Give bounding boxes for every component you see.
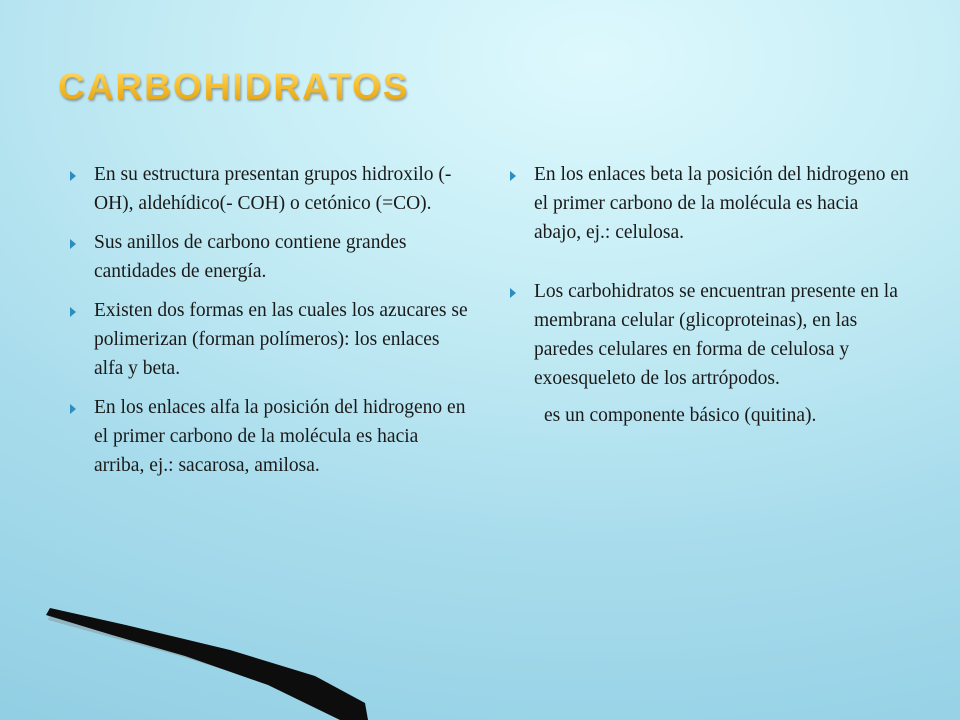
triangle-bullet-icon <box>510 288 516 298</box>
triangle-bullet-icon <box>70 307 76 317</box>
list-item-text: Sus anillos de carbono contiene grandes cantidades de energía. <box>94 232 407 282</box>
list-item-text: Existen dos formas en las cuales los azucares se polimerizan (forman polímeros): los enlaces alfa y beta. <box>94 300 468 379</box>
right-bullet-list <box>510 160 910 430</box>
triangle-bullet-icon <box>70 404 76 414</box>
continuation-text: es un componente básico (quitina). <box>544 405 817 426</box>
list-item-text: En los enlaces beta la posición del hidrogeno en el primer carbono de la molécula es hacia abajo, ej.: celulosa. <box>534 164 909 243</box>
list-item <box>70 228 470 286</box>
list-item <box>510 277 910 393</box>
swoosh-stroke <box>46 608 368 720</box>
list-item-text: En su estructura presentan grupos hidroxilo (-OH), aldehídico(- COH) o cetónico (=CO). <box>94 164 452 214</box>
slide-title: CARBOHIDRATOS <box>58 66 410 107</box>
list-item <box>70 393 470 480</box>
list-item-text: En los enlaces alfa la posición del hidrogeno en el primer carbono de la molécula es hacia arriba, ej.: sacarosa, amilosa. <box>94 397 466 476</box>
triangle-bullet-icon <box>510 171 516 181</box>
triangle-bullet-icon <box>70 239 76 249</box>
triangle-bullet-icon <box>70 171 76 181</box>
list-item <box>510 160 910 247</box>
list-item-text: Los carbohidratos se encuentran presente en la membrana celular (glicoproteinas), en las paredes celulares en forma de celulosa y exoesqueleto de los artrópodos. <box>534 281 898 389</box>
list-item <box>70 160 470 218</box>
swoosh-shadow <box>48 612 356 711</box>
list-item <box>70 296 470 383</box>
left-bullet-list <box>70 160 470 490</box>
